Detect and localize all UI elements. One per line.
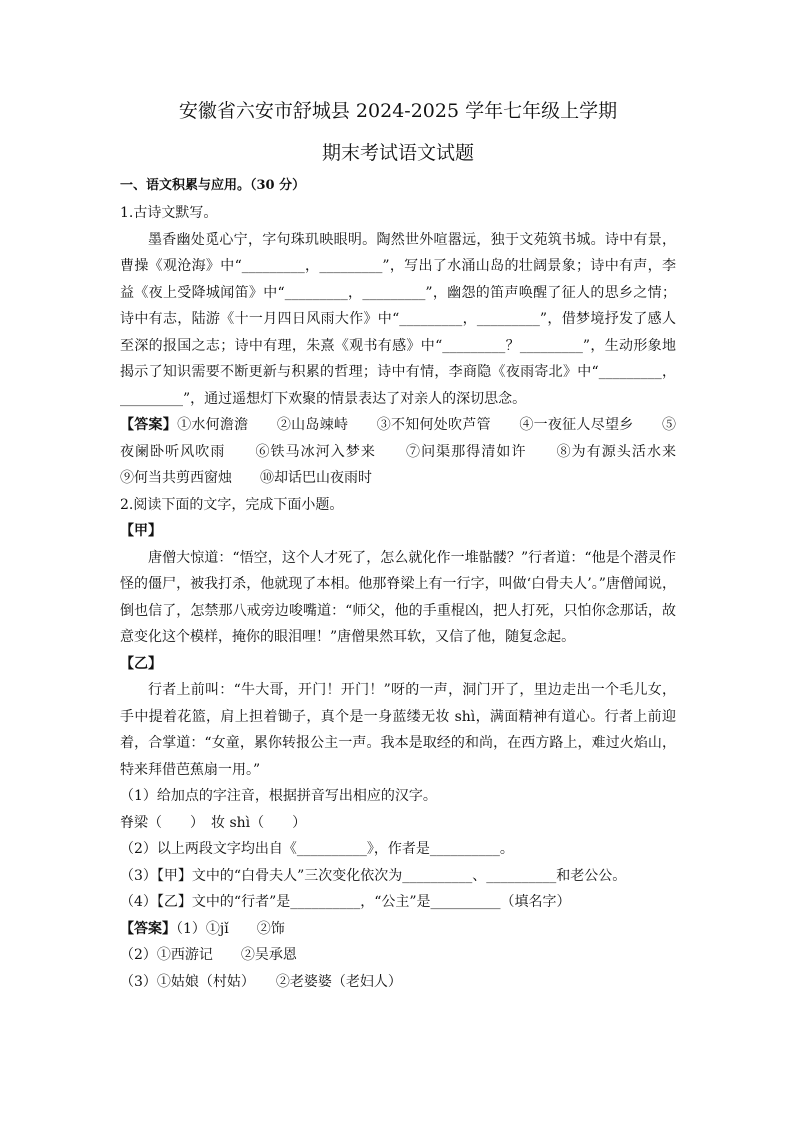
question-2-answer-2: （2）①西游记 ②吴承恩 <box>120 947 297 963</box>
question-2-answer-1 <box>120 916 676 943</box>
question-1-label: 1.古诗文默写。 <box>120 205 218 221</box>
passage-yi-text: 行者上前叫：“牛大哥，开门！开门！”呀的一声，洞门开了，里边走出一个毛儿女，手中提着花篮，肩上担着锄子，真个是一身蓝缕无妆 shì，满面精神有道心。行者上前迎着，合掌道：“女童，累你转报公主一声。我本是取经的和尚，在西方路上，难过火焰山，特来拜借芭蕉扇一用。” <box>120 682 676 778</box>
question-2-answer-3: （3）①姑娘（村姑） ②老婆婆（老妇人） <box>120 973 402 990</box>
answer-text: （1）①jǐ ②饰 <box>176 920 285 937</box>
question-1-text: 墨香幽处觅心宁，字句珠玑映眼明。陶然世外喧嚣远，独于文苑筑书城。诗中有景，曹操《观沧海》中“_________，_________”，写出了水涌山岛的壮阔景象；诗中有声，李益《夜上受降城闻笛》中“_________，_________”，幽怨的笛声唤醒了征人的思乡之情；诗中有志，陆游《十一月四日风雨大作》中“_________，_________”，借梦境抒发了感人至深的报国之志；诗中有理，朱熹《观书有感》中“_________？_________”，生动形象地揭示了知识需要不断更新与积累的哲理；诗中有情，李商隐《夜雨寄北》中“_________，_________”，通过遥想灯下欢聚的情景表达了对亲人的深切思念。 <box>120 231 676 407</box>
document-subtitle: 期末考试语文试题 <box>321 142 474 164</box>
answer-tag: 【答案】 <box>120 417 178 433</box>
document-title: 安徽省六安市舒城县 2024-2025 学年七年级上学期 <box>178 100 618 122</box>
passage-jia-text: 唐僧大惊道：“悟空，这个人才死了，怎么就化作一堆骷髅？”行者道：“他是个潜灵作怪的僵尸，被我打杀，他就现了本相。他那脊梁上有一行字，叫做‘白骨夫人’。”唐僧闻说，倒也信了，怎禁那八戒旁边唆嘴道：“师父，他的手重棍凶，把人打死，只怕你念那话，故意变化这个模样，掩你的眼泪哩！”唐僧果然耳软，又信了他，随复念起。 <box>120 549 676 645</box>
answer-tag: 【答案】 <box>120 920 176 937</box>
sub-question-1-blanks: 脊梁（ ） 妆 shì（ ） <box>120 814 307 831</box>
passage-jia-tag: 【甲】 <box>120 523 162 539</box>
sub-question-2: （2）以上两段文字均出自《__________》，作者是__________。 <box>120 841 514 857</box>
document-page <box>120 92 704 995</box>
question-1-answer <box>120 412 704 492</box>
question-2-label: 2.阅读下面的文字，完成下面小题。 <box>120 496 344 513</box>
passage-yi-tag: 【乙】 <box>120 655 162 672</box>
section-heading: 一、语文积累与应用。（30 分） <box>120 178 306 193</box>
sub-question-1: （1）给加点的字注音，根据拼音写出相应的汉字。 <box>120 788 437 804</box>
sub-question-4: （4）【乙】文中的“行者”是__________，“公主”是__________（填名字） <box>120 894 571 910</box>
answer-text: ①水何澹澹 ②山岛竦峙 ③不知何处吹芦管 ④一夜征人尽望乡 ⑤夜阑卧听风吹雨 ⑥铁马冰河入梦来 ⑦问渠那得清如许 ⑧为有源头活水来 ⑨何当共剪西窗烛 ⑩却话巴山夜雨时 <box>120 417 704 486</box>
sub-question-3: （3）【甲】文中的“白骨夫人”三次变化依次为__________、__________和老公公。 <box>120 867 627 884</box>
